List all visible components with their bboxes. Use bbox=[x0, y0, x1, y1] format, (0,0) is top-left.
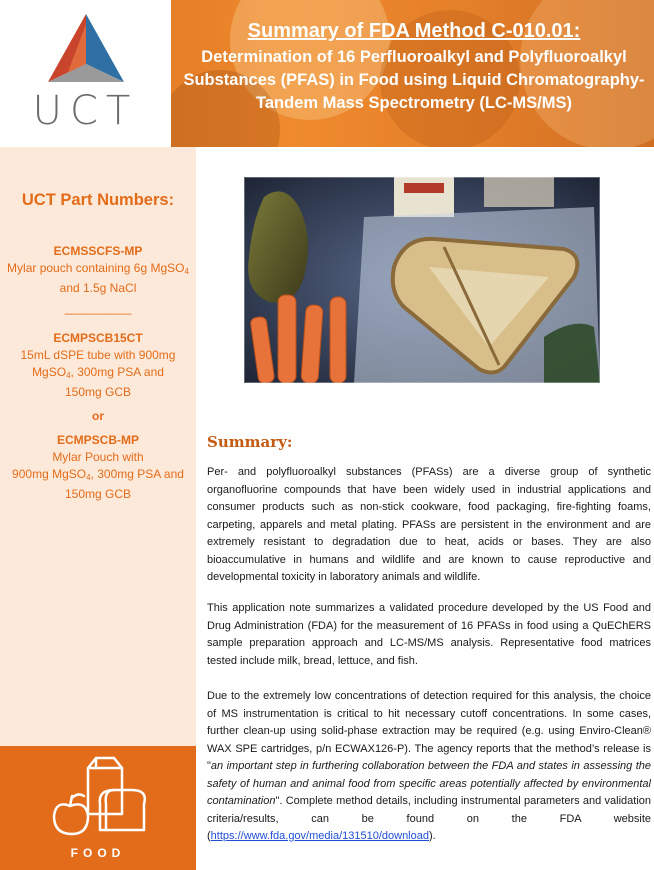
food-groceries-icon bbox=[48, 754, 148, 840]
summary-heading: Summary: bbox=[207, 433, 293, 451]
separator-line: __________ bbox=[64, 301, 132, 315]
fda-quote: an important step in furthering collaboration between the FDA and states in assessing the safety of human and animal food from specific areas potentially affected by environmental contamination bbox=[207, 760, 651, 807]
fda-download-link[interactable]: https://www.fda.gov/media/131510/download bbox=[210, 830, 429, 842]
uct-logo bbox=[0, 0, 171, 147]
summary-paragraph-3: Due to the extremely low concentrations of detection required for this analysis, the choice of MS instrumentation is critical to hit necessary cutoff concentrations. In some cases, further clean-up using solid-phase extraction may be required (e.g. using Enviro-Clean® WAX SPE cartridges, p/n ECWAX126-P). The agency reports that the method’s release is "an important step in furthering collaboration between the FDA and states in assessing the safety of human and animal food from specific areas potentially affected by environmental contamination". Complete method details, including instrumental parameters and validation criteria/results, can be found on the FDA website (https://www.fda.gov/media/131510/download). bbox=[207, 690, 651, 842]
or-label: or bbox=[92, 409, 104, 423]
header-title-block bbox=[176, 20, 652, 115]
triangle-logo-icon bbox=[48, 14, 124, 82]
part-desc-2: 15mL dSPE tube with 900mg MgSO$_4$, 300mg PSA and 150mg GCB bbox=[20, 348, 176, 399]
part-number-2: ECMPSCB15CT bbox=[53, 331, 143, 345]
logo-text: UCT bbox=[32, 87, 139, 134]
part-desc-1: Mylar pouch containing 6g MgSO$_4$ and 1.5g NaCl bbox=[7, 261, 189, 295]
subtitle-line-2: Substances (PFAS) in Food using Liquid Chromatography- bbox=[183, 71, 645, 89]
sandwich-lunch-photo bbox=[244, 177, 600, 383]
part-number-1: ECMSSCFS-MP bbox=[53, 244, 143, 258]
subtitle-line-3: Tandem Mass Spectrometry (LC-MS/MS) bbox=[256, 94, 572, 112]
part-number-3: ECMPSCB-MP bbox=[56, 433, 139, 447]
part-desc-3: Mylar Pouch with 900mg MgSO$_4$, 300mg PSA and 150mg GCB bbox=[12, 450, 184, 501]
summary-paragraph-2: This application note summarizes a validated procedure developed by the US Food and Drug Administration (FDA) for the measurement of 16 PFASs in food using a QuEChERS sample preparation approach and LC-MS/MS analysis. Representative food matrices tested include milk, bread, lettuce, and fish. bbox=[207, 602, 651, 667]
part-numbers-heading: UCT Part Numbers: bbox=[21, 191, 175, 209]
subtitle-line-1: Determination of 16 Perfluoroalkyl and Polyfluoroalkyl bbox=[201, 48, 627, 66]
summary-paragraph-1: Per- and polyfluoroalkyl substances (PFASs) are a diverse group of synthetic organofluorine compounds that have been widely used in industrial applications and consumer products such as non-stick cookware, food packaging, fire-fighting foams, carpeting, apparels and metal plating. PFASs are persistent in the environment and are extremely resistant to degradation due to heat, acids or bases. They are also bioaccumulative in humans and wildlife and are known to cause reproductive and developmental toxicity in laboratory animals and wildlife. bbox=[207, 466, 651, 583]
page-title: Summary of FDA Method C-010.01: bbox=[247, 20, 581, 42]
food-category-panel bbox=[0, 746, 196, 870]
food-category-label: FOOD bbox=[70, 846, 126, 860]
